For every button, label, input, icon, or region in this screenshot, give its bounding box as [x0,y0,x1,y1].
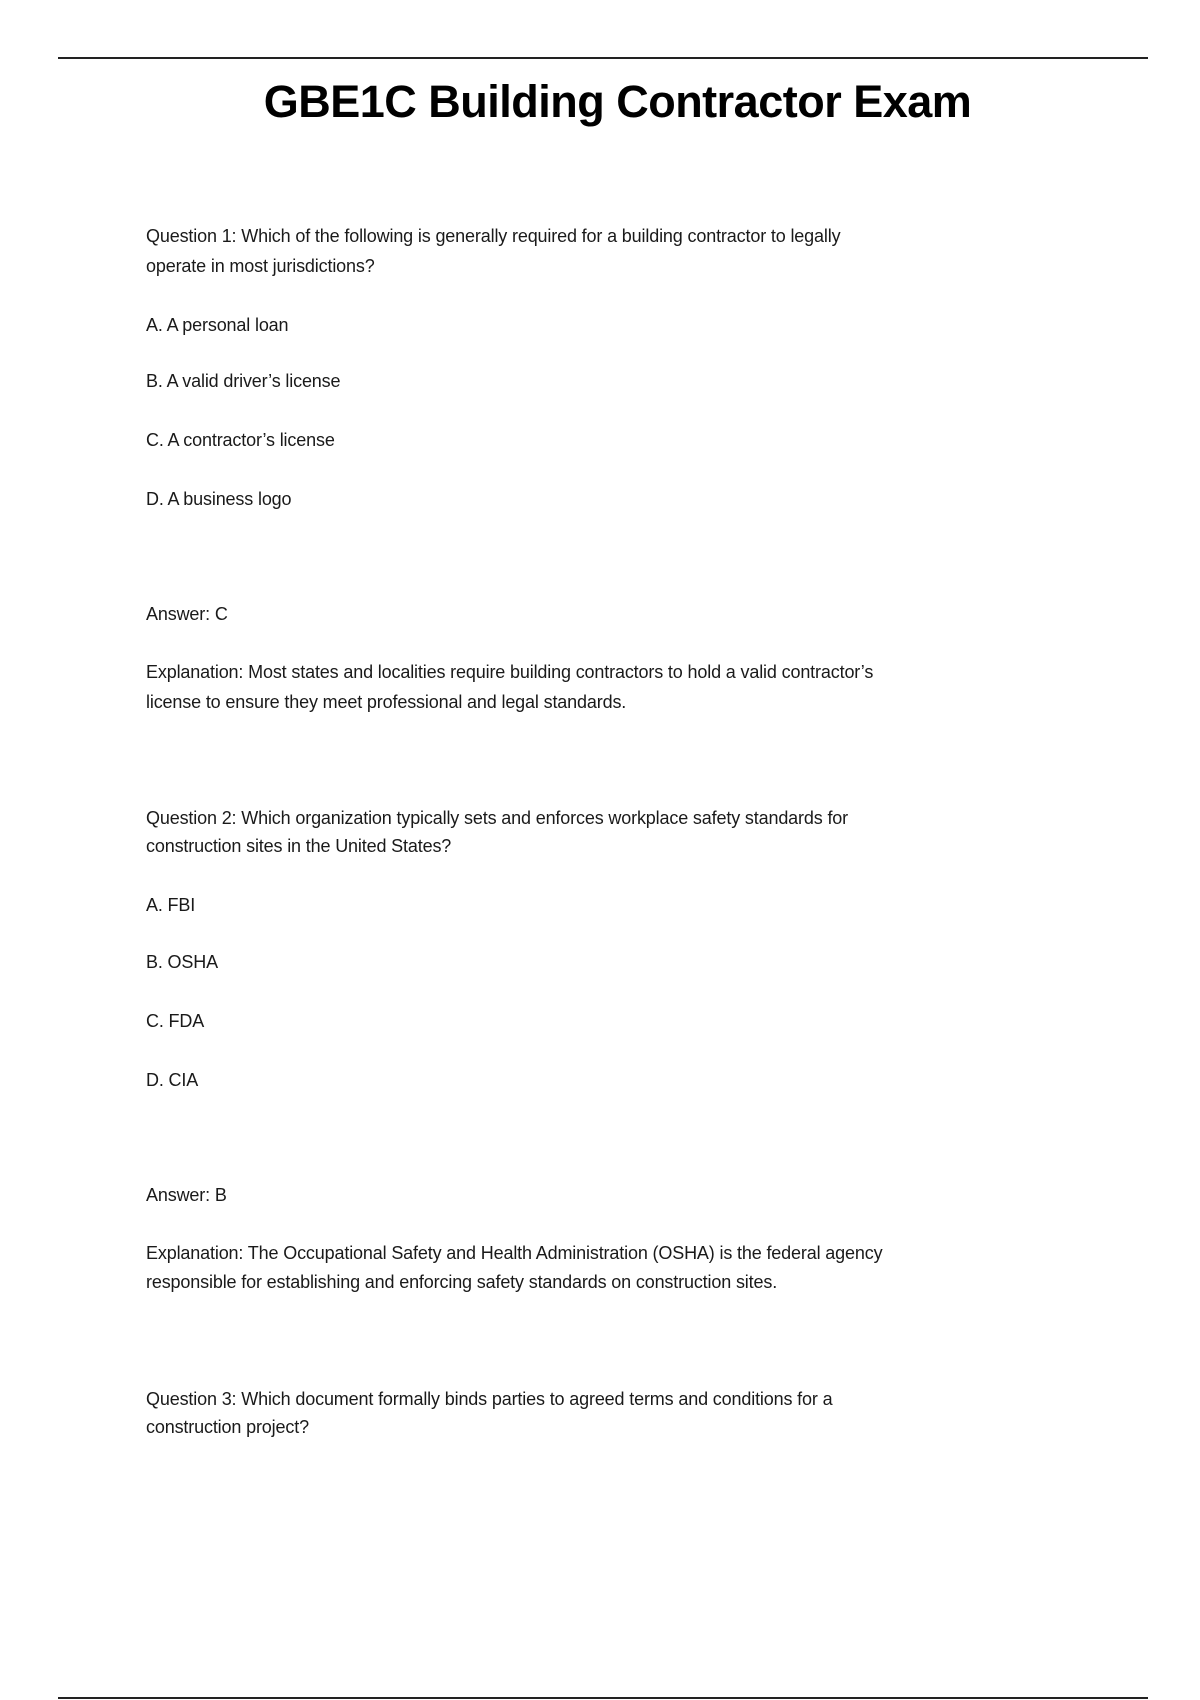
question-2-option-b: B. OSHA [146,952,218,972]
question-2-option-a: A. FBI [146,895,196,915]
top-rule [58,57,1148,59]
question-1-option-a: A. A personal loan [146,315,289,335]
question-2-explanation: Explanation: The Occupational Safety and Health Administration (OSHA) is the federal agency [146,1243,883,1263]
bottom-rule [58,1697,1148,1699]
question-1-answer: Answer: C [146,604,228,624]
question-1-text: Question 1: Which of the following is generally required for a building contractor to legally [146,226,841,246]
question-2-option-c: C. FDA [146,1011,205,1031]
question-1-explanation: Explanation: Most states and localities require building contractors to hold a valid contractor’s [146,662,874,682]
question-2-option-d: D. CIA [146,1070,199,1090]
question-3-text-cont: construction project? [146,1417,309,1437]
question-1-explanation-cont: license to ensure they meet professional and legal standards. [146,692,627,712]
question-1-option-c: C. A contractor’s license [146,430,335,450]
page-title: GBE1C Building Contractor Exam [263,76,972,127]
question-2-text-cont: construction sites in the United States? [146,836,452,856]
question-2-explanation-cont: responsible for establishing and enforcing safety standards on construction sites. [146,1272,778,1292]
question-1-option-b: B. A valid driver’s license [146,371,341,391]
question-2-text: Question 2: Which organization typically sets and enforces workplace safety standards for [146,808,849,828]
question-1-text-cont: operate in most jurisdictions? [146,256,375,276]
question-2-answer: Answer: B [146,1185,227,1205]
question-1-option-d: D. A business logo [146,489,292,509]
question-3-text: Question 3: Which document formally binds parties to agreed terms and conditions for a [146,1389,833,1409]
